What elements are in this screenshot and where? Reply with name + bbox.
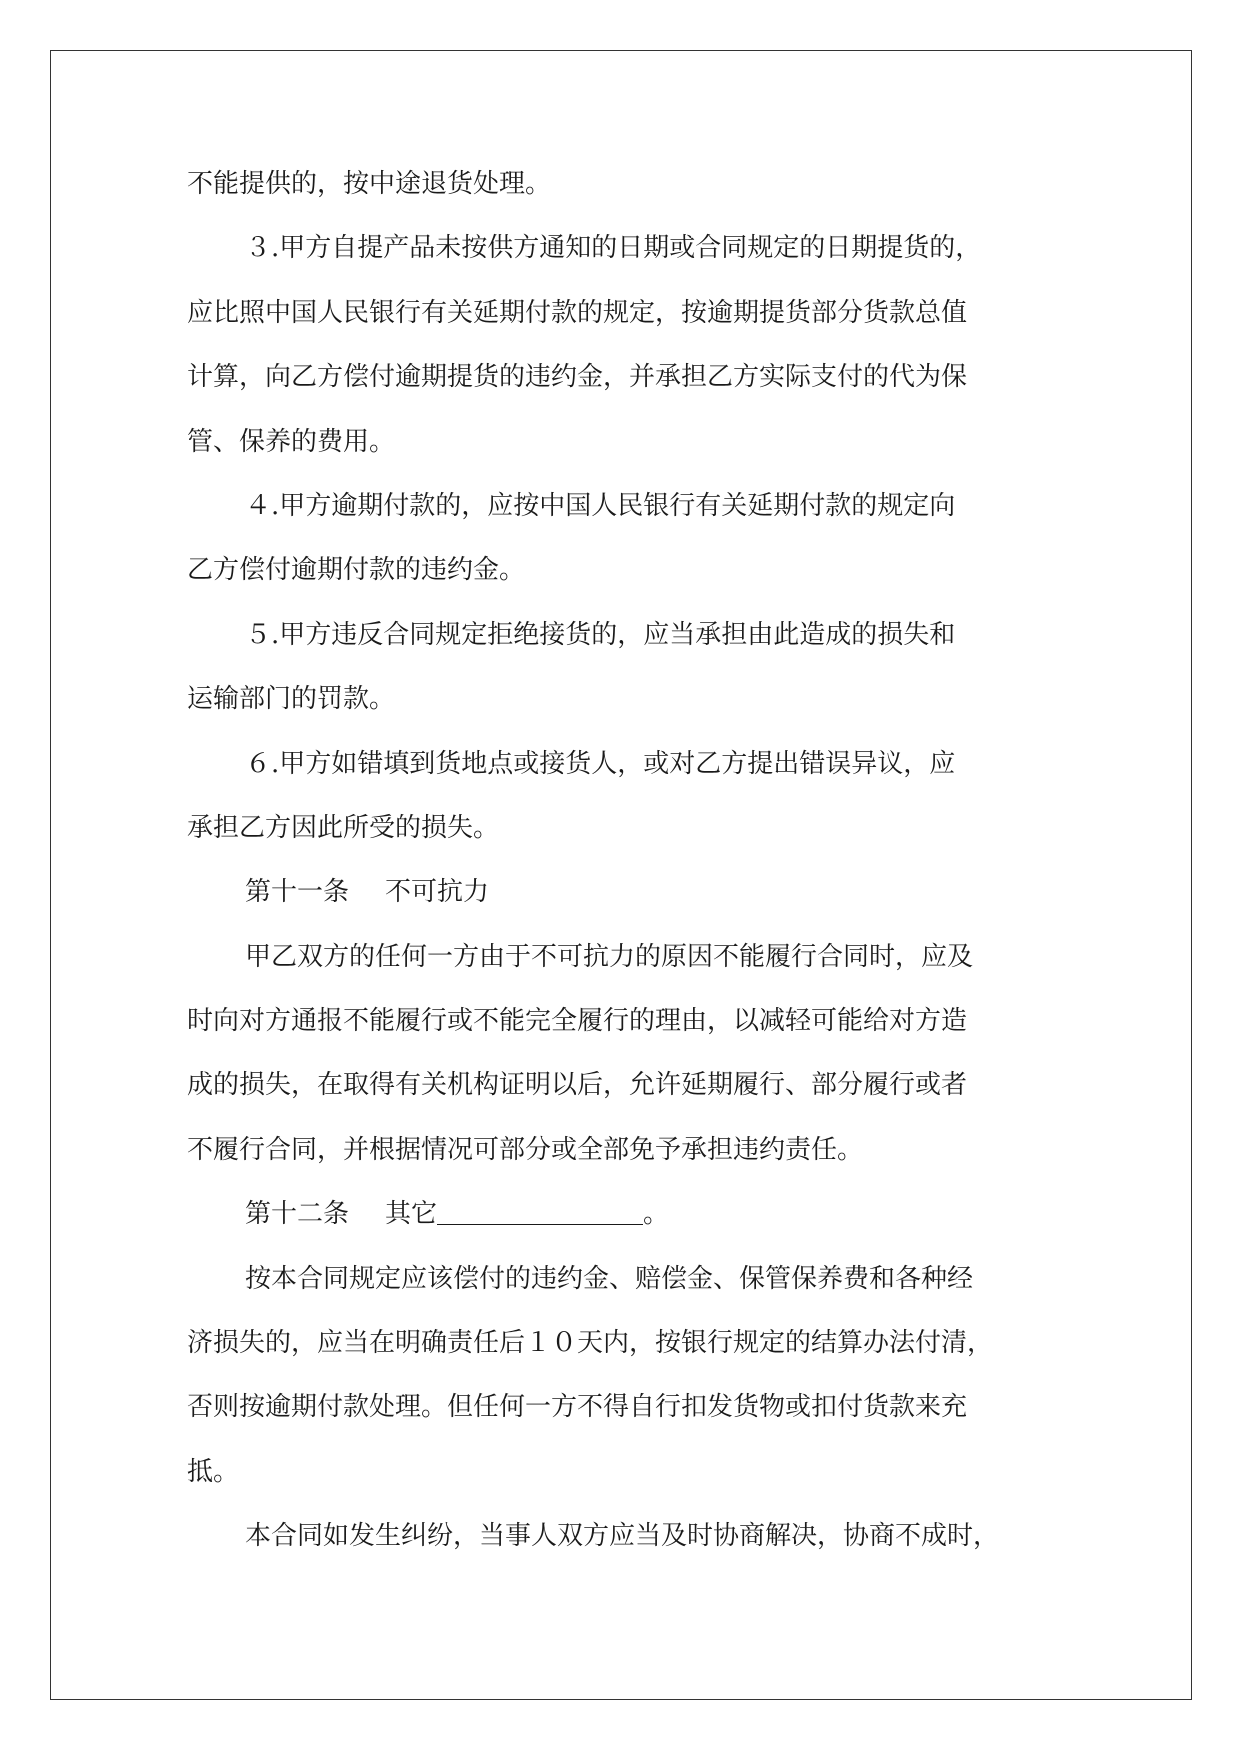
paragraph-line: 管、保养的费用。: [187, 426, 396, 457]
paragraph-line: 不履行合同，并根据情况可部分或全部免予承担违约责任。: [187, 1134, 864, 1165]
document-body: [187, 152, 1057, 1569]
article-11-heading: [187, 860, 1057, 924]
paragraph-line: 抵。: [187, 1456, 240, 1487]
paragraph-line: 不能提供的，按中途退货处理。: [187, 169, 552, 199]
paragraph-line: 计算，向乙方偿付逾期提货的违约金，并承担乙方实际支付的代为保: [187, 362, 968, 393]
dispute-line: 本合同如发生纠纷，当事人双方应当及时协商解决，协商不成时，: [245, 1521, 1000, 1552]
paragraph-line: 乙方偿付逾期付款的违约金。: [187, 555, 526, 586]
paragraph-line: 济损失的，应当在明确责任后１０天内，按银行规定的结算办法付清，: [187, 1328, 994, 1359]
clause-3-line: ３.甲方自提产品未按供方通知的日期或合同规定的日期提货的，: [245, 233, 982, 264]
paragraph-line: 承担乙方因此所受的损失。: [187, 812, 500, 843]
article-number: 第十二条: [245, 1199, 350, 1230]
clause-5-line: ５.甲方违反合同规定拒绝接货的，应当承担由此造成的损失和: [245, 619, 956, 650]
article-suffix: 。: [643, 1199, 670, 1230]
fill-in-blank[interactable]: [437, 1198, 643, 1225]
article-number: 第十一条: [245, 877, 350, 908]
article-title: 不可抗力: [385, 877, 490, 908]
force-majeure-line: 甲乙双方的任何一方由于不可抗力的原因不能履行合同时，应及: [245, 941, 974, 972]
settlement-line: 按本合同规定应该偿付的违约金、赔偿金、保管保养费和各种经: [245, 1263, 974, 1294]
paragraph-line: 成的损失，在取得有关机构证明以后，允许延期履行、部分履行或者: [187, 1070, 968, 1101]
clause-6-line: ６.甲方如错填到货地点或接货人，或对乙方提出错误异议，应: [245, 748, 956, 779]
clause-4-line: ４.甲方逾期付款的，应按中国人民银行有关延期付款的规定向: [245, 490, 956, 521]
paragraph-line: 运输部门的罚款。: [187, 684, 396, 715]
article-title: 其它: [385, 1199, 438, 1230]
paragraph-line: 应比照中国人民银行有关延期付款的规定，按逾期提货部分货款总值: [187, 297, 968, 328]
paragraph-line: 时向对方通报不能履行或不能完全履行的理由，以减轻可能给对方造: [187, 1006, 968, 1037]
article-12-heading: [187, 1182, 1057, 1246]
paragraph-line: 否则按逾期付款处理。但任何一方不得自行扣发货物或扣付货款来充: [187, 1392, 968, 1423]
